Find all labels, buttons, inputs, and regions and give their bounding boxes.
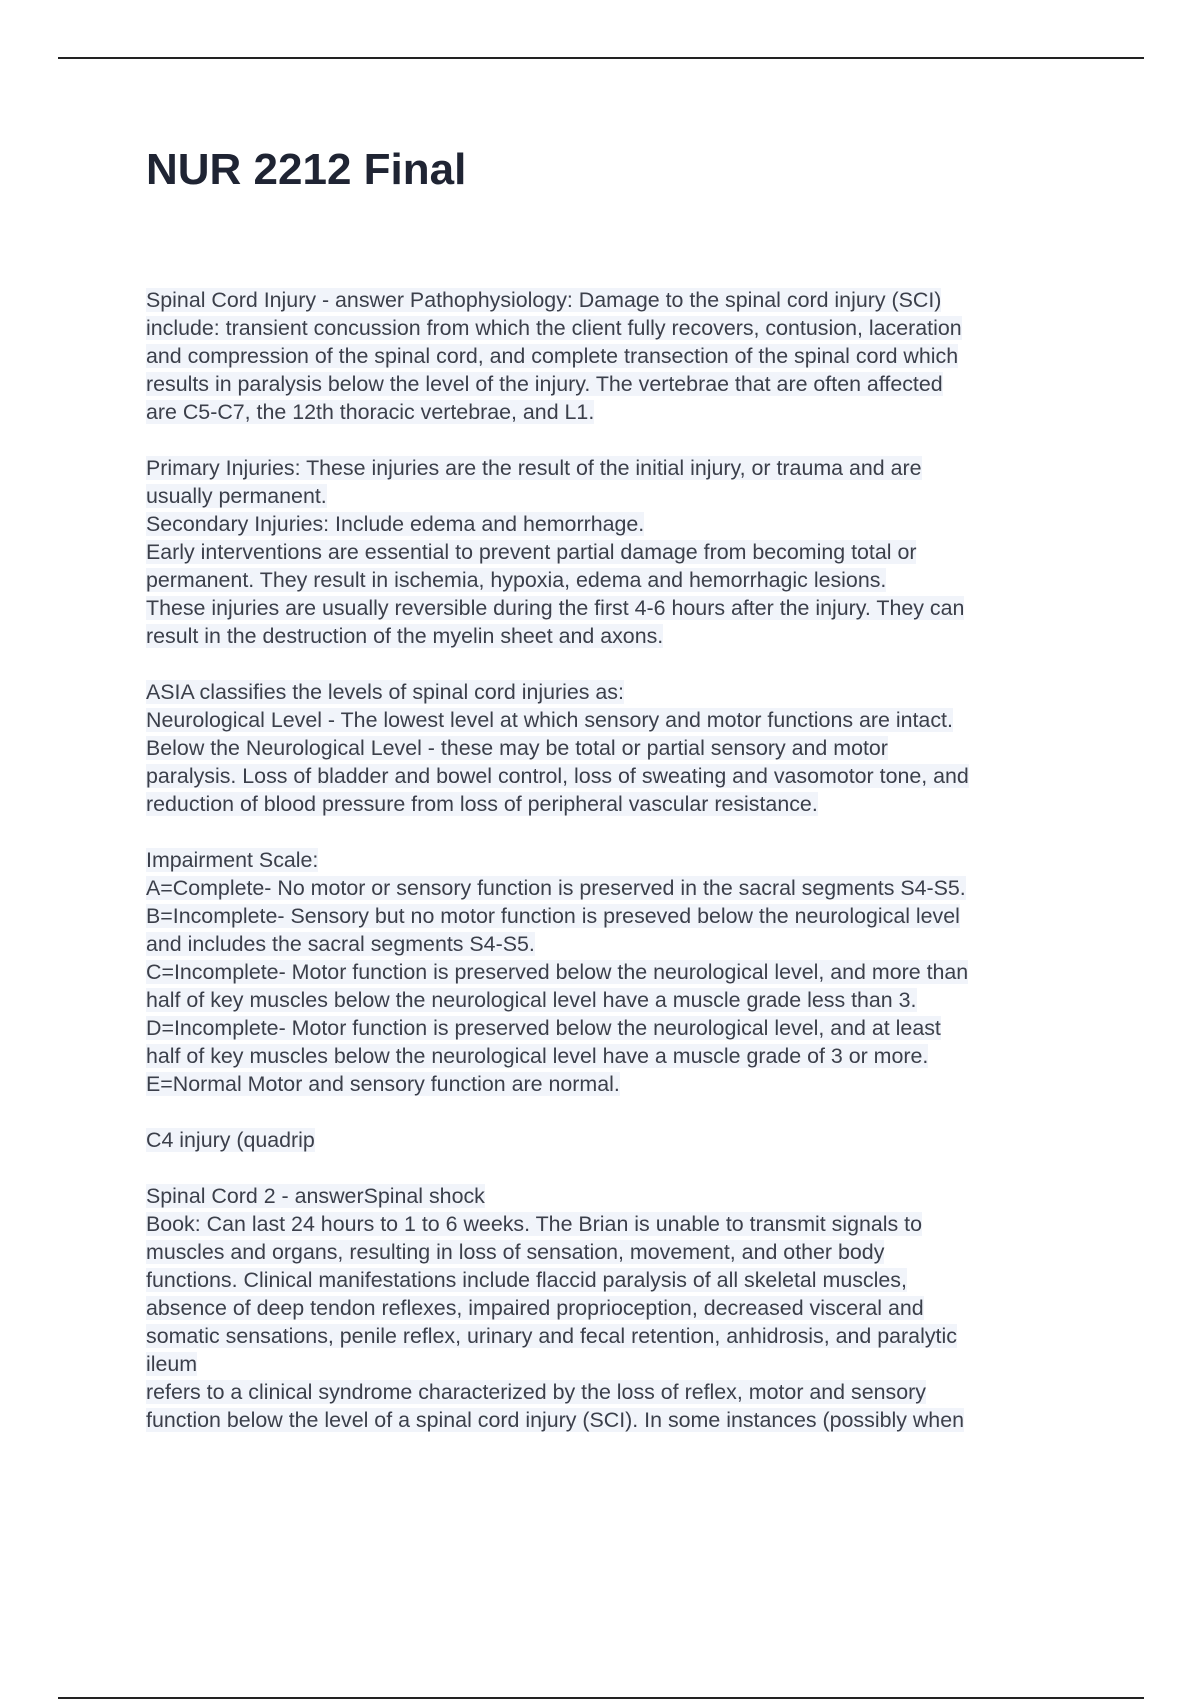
text-line-content: include: transient concussion from which the client fully recovers, contusion, laceration bbox=[146, 316, 962, 340]
text-line-content: E=Normal Motor and sensory function are normal. bbox=[146, 1072, 620, 1096]
text-line-content: result in the destruction of the myelin sheet and axons. bbox=[146, 624, 664, 648]
text-line bbox=[146, 1406, 1086, 1434]
text-line bbox=[146, 454, 1086, 482]
text-line bbox=[146, 930, 1086, 958]
paragraph-gap bbox=[146, 818, 1086, 846]
text-line-content: Book: Can last 24 hours to 1 to 6 weeks. The Brian is unable to transmit signals to bbox=[146, 1212, 923, 1236]
text-line-content: Early interventions are essential to prevent partial damage from becoming total or bbox=[146, 540, 917, 564]
text-line bbox=[146, 342, 1086, 370]
paragraph-gap bbox=[146, 426, 1086, 454]
paragraph-gap bbox=[146, 1098, 1086, 1126]
top-divider bbox=[58, 57, 1144, 59]
text-line bbox=[146, 1210, 1086, 1238]
text-line bbox=[146, 762, 1086, 790]
text-line bbox=[146, 1070, 1086, 1098]
text-line-content: muscles and organs, resulting in loss of sensation, movement, and other body bbox=[146, 1240, 885, 1264]
text-line bbox=[146, 622, 1086, 650]
text-line-content: A=Complete- No motor or sensory function is preserved in the sacral segments S4-S5. bbox=[146, 876, 966, 900]
text-line bbox=[146, 1182, 1086, 1210]
text-line bbox=[146, 566, 1086, 594]
text-line bbox=[146, 1378, 1086, 1406]
text-line bbox=[146, 538, 1086, 566]
text-line-content: functions. Clinical manifestations include flaccid paralysis of all skeletal muscles, bbox=[146, 1268, 907, 1292]
text-line-content: absence of deep tendon reflexes, impaired proprioception, decreased visceral and bbox=[146, 1296, 924, 1320]
text-line bbox=[146, 678, 1086, 706]
text-line bbox=[146, 286, 1086, 314]
text-line bbox=[146, 1294, 1086, 1322]
text-line-content: function below the level of a spinal cord injury (SCI). In some instances (possibly when bbox=[146, 1408, 964, 1432]
text-line-content: and compression of the spinal cord, and complete transection of the spinal cord which bbox=[146, 344, 959, 368]
paragraph bbox=[146, 1182, 1086, 1434]
text-line-content: Impairment Scale: bbox=[146, 848, 319, 872]
paragraph-gap bbox=[146, 1154, 1086, 1182]
text-line-content: paralysis. Loss of bladder and bowel control, loss of sweating and vasomotor tone, and bbox=[146, 764, 969, 788]
document-body bbox=[146, 286, 1086, 1434]
text-line-content: Primary Injuries: These injuries are the result of the initial injury, or trauma and are bbox=[146, 456, 922, 480]
text-line bbox=[146, 314, 1086, 342]
text-line-content: C4 injury (quadrip bbox=[146, 1128, 315, 1152]
text-line-content: B=Incomplete- Sensory but no motor function is preseved below the neurological level bbox=[146, 904, 960, 928]
paragraph bbox=[146, 846, 1086, 1098]
paragraph bbox=[146, 678, 1086, 818]
text-line bbox=[146, 1126, 1086, 1154]
text-line-content: reduction of blood pressure from loss of peripheral vascular resistance. bbox=[146, 792, 818, 816]
text-line bbox=[146, 1322, 1086, 1350]
text-line bbox=[146, 902, 1086, 930]
text-line-content: permanent. They result in ischemia, hypoxia, edema and hemorrhagic lesions. bbox=[146, 568, 887, 592]
text-line-content: somatic sensations, penile reflex, urinary and fecal retention, anhidrosis, and paralytic bbox=[146, 1324, 957, 1348]
text-line bbox=[146, 790, 1086, 818]
text-line-content: and includes the sacral segments S4-S5. bbox=[146, 932, 535, 956]
paragraph-gap bbox=[146, 650, 1086, 678]
text-line-content: are C5-C7, the 12th thoracic vertebrae, and L1. bbox=[146, 400, 595, 424]
document-title: NUR 2212 Final bbox=[146, 145, 467, 194]
text-line-content: C=Incomplete- Motor function is preserved below the neurological level, and more than bbox=[146, 960, 969, 984]
text-line bbox=[146, 1042, 1086, 1070]
text-line-content: usually permanent. bbox=[146, 484, 327, 508]
text-line bbox=[146, 482, 1086, 510]
text-line bbox=[146, 1266, 1086, 1294]
bottom-divider bbox=[58, 1697, 1144, 1699]
text-line bbox=[146, 510, 1086, 538]
text-line bbox=[146, 594, 1086, 622]
text-line bbox=[146, 1014, 1086, 1042]
paragraph bbox=[146, 286, 1086, 426]
text-line-content: Spinal Cord Injury - answer Pathophysiology: Damage to the spinal cord injury (SCI) bbox=[146, 288, 942, 312]
paragraph bbox=[146, 1126, 1086, 1154]
text-line bbox=[146, 874, 1086, 902]
text-line-content: Spinal Cord 2 - answerSpinal shock bbox=[146, 1184, 485, 1208]
text-line-content: ileum bbox=[146, 1352, 198, 1376]
text-line-content: Neurological Level - The lowest level at which sensory and motor functions are intact. bbox=[146, 708, 953, 732]
text-line bbox=[146, 958, 1086, 986]
text-line bbox=[146, 846, 1086, 874]
text-line-content: D=Incomplete- Motor function is preserved below the neurological level, and at least bbox=[146, 1016, 941, 1040]
text-line bbox=[146, 734, 1086, 762]
text-line-content: Secondary Injuries: Include edema and hemorrhage. bbox=[146, 512, 645, 536]
text-line-content: results in paralysis below the level of the injury. The vertebrae that are often affected bbox=[146, 372, 943, 396]
text-line bbox=[146, 398, 1086, 426]
text-line-content: half of key muscles below the neurological level have a muscle grade of 3 or more. bbox=[146, 1044, 929, 1068]
text-line bbox=[146, 1238, 1086, 1266]
text-line bbox=[146, 370, 1086, 398]
text-line-content: refers to a clinical syndrome characterized by the loss of reflex, motor and sensory bbox=[146, 1380, 926, 1404]
text-line bbox=[146, 986, 1086, 1014]
text-line bbox=[146, 1350, 1086, 1378]
text-line-content: Below the Neurological Level - these may be total or partial sensory and motor bbox=[146, 736, 888, 760]
text-line bbox=[146, 706, 1086, 734]
paragraph bbox=[146, 454, 1086, 650]
text-line-content: These injuries are usually reversible during the first 4-6 hours after the injury. They can bbox=[146, 596, 965, 620]
text-line-content: half of key muscles below the neurological level have a muscle grade less than 3. bbox=[146, 988, 917, 1012]
text-line-content: ASIA classifies the levels of spinal cord injuries as: bbox=[146, 680, 624, 704]
